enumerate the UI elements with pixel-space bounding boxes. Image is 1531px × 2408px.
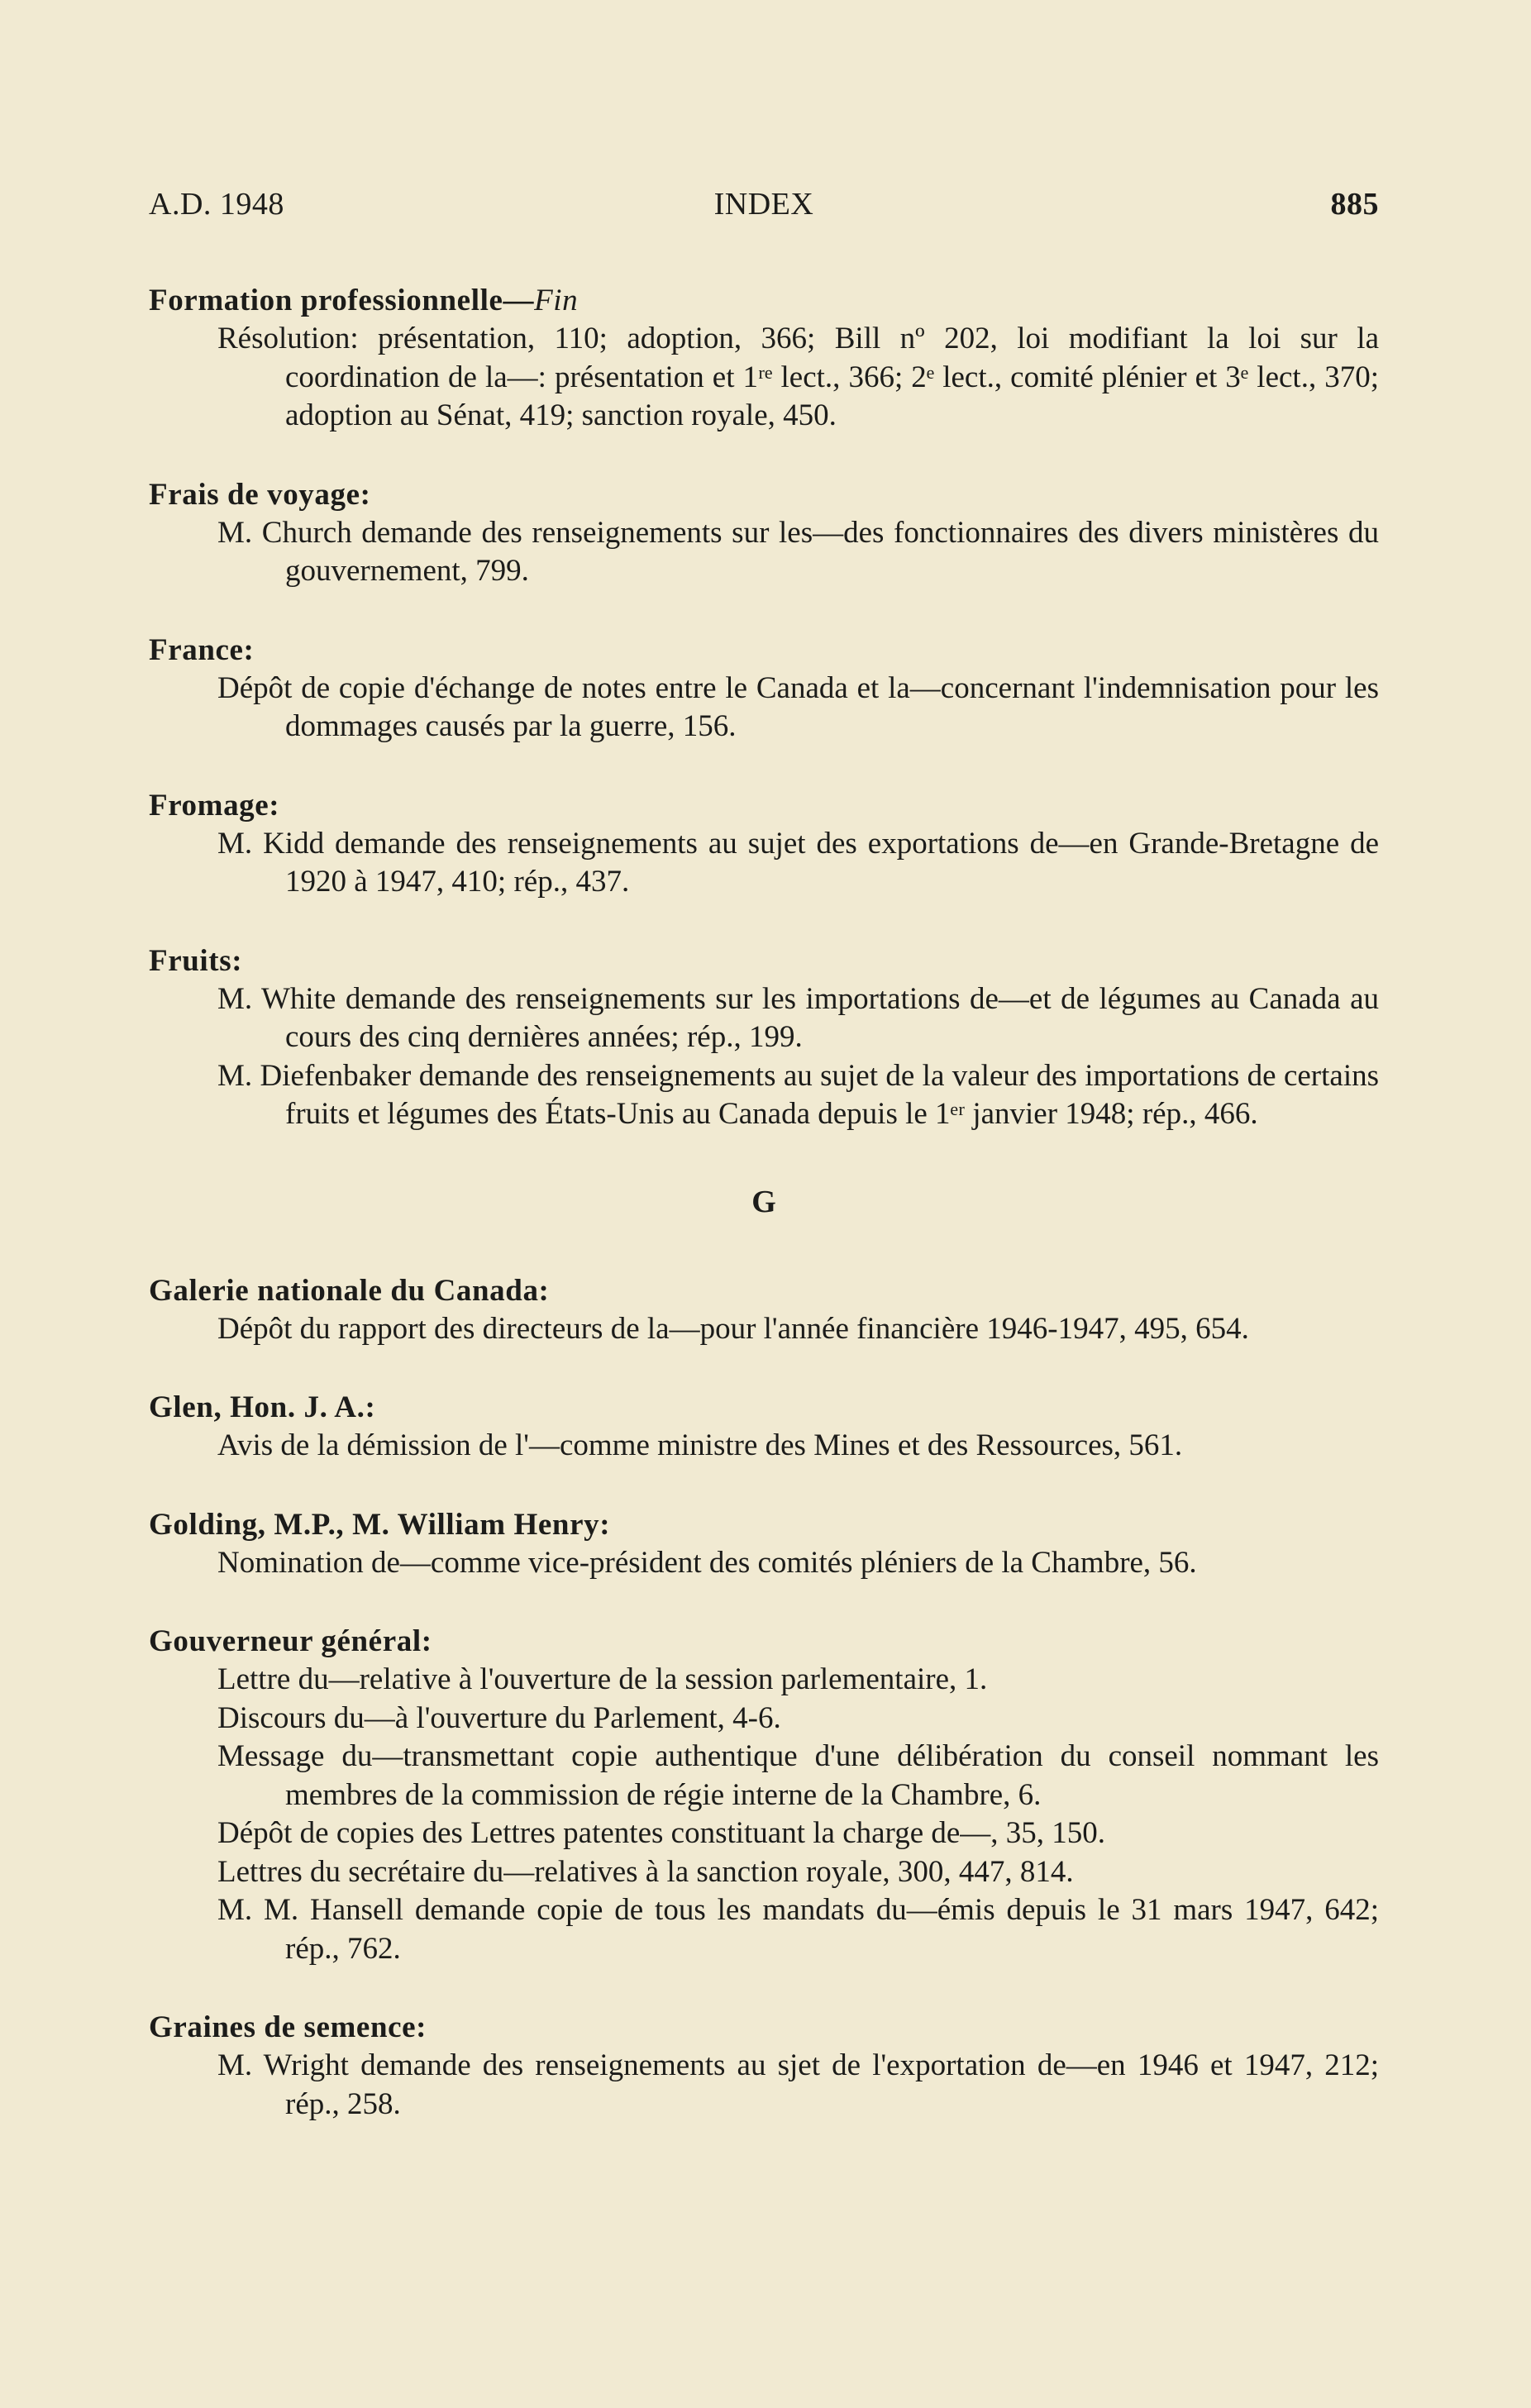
entry-subentry: Lettre du—relative à l'ouverture de la session parlementaire, 1. bbox=[217, 1662, 988, 1696]
entry-subentry: Message du—transmettant copie authentique d'une délibération du conseil nommant les membres de la commission de régie interne de la Chambre, 6. bbox=[217, 1739, 1379, 1812]
entry-subentry: Dépôt de copie d'échange de notes entre le Canada et la—concernant l'indemnisation pour les dommages causés par la guerre, 156. bbox=[217, 670, 1379, 743]
section-letter: G bbox=[751, 1184, 776, 1219]
entry-heading: Fruits: bbox=[149, 943, 243, 978]
entry-subentry: M. Kidd demande des renseignements au sujet des exportations de—en Grande-Bretagne de 1920 à 1947, 410; rép., 437. bbox=[217, 826, 1379, 899]
entry-heading: Glen, Hon. J. A.: bbox=[149, 1390, 376, 1424]
heading-continuation: Fin bbox=[534, 284, 579, 317]
entry-subentry: M. Diefenbaker demande des renseignements au sujet de la valeur des importations de certains fruits et légumes des États-Unis au Canada depuis le 1ᵉʳ janvier 1948; rép., 466. bbox=[217, 1058, 1379, 1131]
entry-heading: Golding, M.P., M. William Henry: bbox=[149, 1507, 611, 1542]
entry-heading: Formation professionnelle—Fin bbox=[149, 284, 579, 317]
index-entry bbox=[149, 942, 1379, 1134]
index-entry bbox=[149, 631, 1379, 746]
entry-subentry: M. Church demande des renseignements sur les—des fonctionnaires des divers ministères du gouvernement, 799. bbox=[217, 515, 1379, 588]
index-entry bbox=[149, 475, 1379, 591]
entry-subentry: Discours du—à l'ouverture du Parlement, 4-6. bbox=[217, 1700, 781, 1735]
entry-heading: Frais de voyage: bbox=[149, 477, 371, 512]
entry-heading: Galerie nationale du Canada: bbox=[149, 1273, 550, 1308]
entry-heading: Graines de semence: bbox=[149, 2010, 427, 2044]
entry-subentry: Dépôt du rapport des directeurs de la—pour l'année financière 1946-1947, 495, 654. bbox=[217, 1311, 1249, 1346]
entry-subentry: M. Wright demande des renseignements au sjet de l'exportation de—en 1946 et 1947, 212; rép., 258. bbox=[217, 2048, 1379, 2121]
header-year: A.D. 1948 bbox=[149, 187, 284, 222]
index-entries bbox=[149, 281, 1379, 2124]
index-entry bbox=[149, 1505, 1379, 1583]
header-title: INDEX bbox=[713, 187, 814, 222]
index-entry bbox=[149, 2008, 1379, 2124]
index-entry bbox=[149, 281, 1379, 436]
entry-subentry: M. White demande des renseignements sur les importations de—et de légumes au Canada au cours des cinq dernières années; rép., 199. bbox=[217, 981, 1379, 1054]
entry-subentry: Nomination de—comme vice-président des comités pléniers de la Chambre, 56. bbox=[217, 1545, 1197, 1580]
running-head bbox=[149, 186, 1379, 236]
page-number: 885 bbox=[1330, 187, 1379, 222]
entry-heading: Gouverneur général: bbox=[149, 1624, 432, 1658]
entry-subentry: Lettres du secrétaire du—relatives à la sanction royale, 300, 447, 814. bbox=[217, 1854, 1074, 1889]
entry-subentry: Avis de la démission de l'—comme ministre des Mines et des Ressources, 561. bbox=[217, 1428, 1183, 1462]
index-page bbox=[149, 186, 1379, 2163]
entry-heading: Fromage: bbox=[149, 788, 280, 823]
entry-subentry: M. M. Hansell demande copie de tous les mandats du—émis depuis le 31 mars 1947, 642; rép., 762. bbox=[217, 1893, 1379, 1966]
entry-heading: France: bbox=[149, 632, 255, 667]
index-entry bbox=[149, 1271, 1379, 1349]
index-entry bbox=[149, 786, 1379, 902]
index-entry bbox=[149, 1388, 1379, 1466]
entry-subentry: Dépôt de copies des Lettres patentes constituant la charge de—, 35, 150. bbox=[217, 1816, 1106, 1850]
entry-subentry: Résolution: présentation, 110; adoption, 366; Bill nº 202, loi modifiant la loi sur la coordination de la—: présentation et 1ʳᵉ lect., 366; 2ᵉ lect., comité plénier et 3ᵉ lect., 370; adoption au Sénat, 419; sanction royale, 450. bbox=[217, 322, 1379, 432]
index-entry bbox=[149, 1622, 1379, 1968]
